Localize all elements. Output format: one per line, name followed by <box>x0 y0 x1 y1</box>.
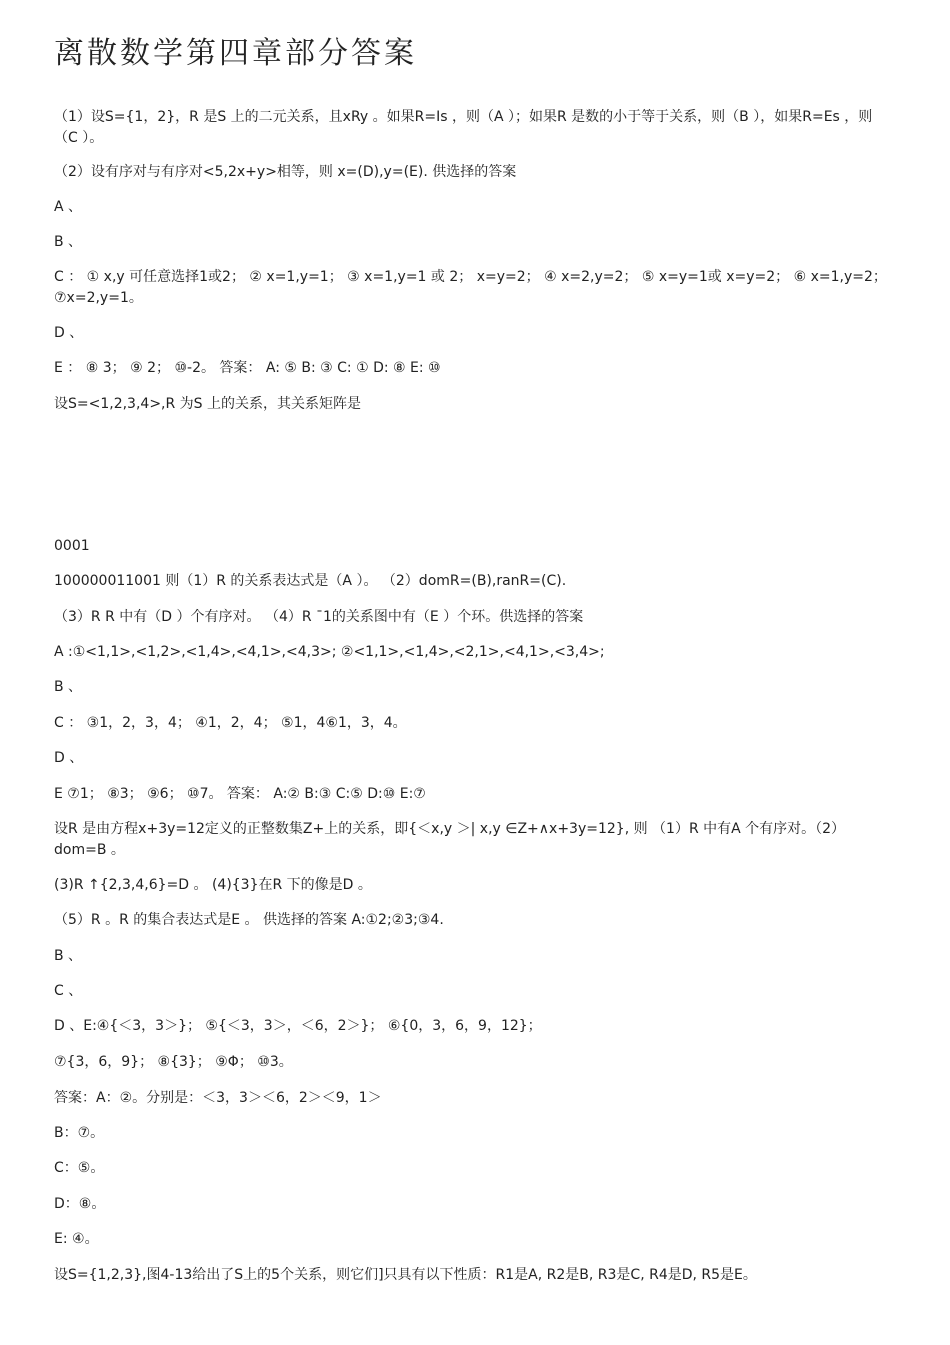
paragraph: E ⑦1； ⑧3； ⑨6； ⑩7。 答案： A:② B:③ C:⑤ D:⑩ E:⑦ <box>54 786 426 802</box>
paragraph: C 、 <box>54 983 83 999</box>
paragraph: C：⑤。 <box>54 1160 105 1176</box>
paragraph: A :①<1,1>,<1,2>,<1,4>,<4,1>,<4,3>; ②<1,1>,<1,4>,<2,1>,<4,1>,<3,4>; <box>54 644 605 660</box>
paragraph: A 、 <box>54 199 83 215</box>
paragraph: (3)R ↑{2,3,4,6}=D 。 (4){3}在R 下的像是D 。 <box>54 877 372 893</box>
paragraph: C ： ① x,y 可任意选择1或2； ② x=1,y=1； ③ x=1,y=1 或 2； x=y=2； ④ x=2,y=2； ⑤ x=y=1或 x=y=2； ⑥ x=1,y=2； ⑦x=2,y=1。 <box>54 269 887 306</box>
paragraph: （3）R R 中有（D ）个有序对。 （4）R ˉ1的关系图中有（E ）个环。供选择的答案 <box>54 609 584 625</box>
paragraph: （2）设有序对与有序对<5,2x+y>相等，则 x=(D),y=(E). 供选择的答案 <box>54 164 517 180</box>
paragraph: B：⑦。 <box>54 1125 105 1141</box>
paragraph: B 、 <box>54 234 83 250</box>
paragraph: D：⑧。 <box>54 1196 106 1212</box>
paragraph: C ： ③1，2，3，4； ④1，2，4； ⑤1，4⑥1，3，4。 <box>54 715 407 731</box>
paragraph: 100000011001 则（1）R 的关系表达式是（A ）。 （2）domR=(B),ranR=(C). <box>54 573 567 589</box>
paragraph: 0001 <box>54 538 90 554</box>
paragraph: 设S=<1,2,3,4>,R 为S 上的关系，其关系矩阵是 <box>54 396 362 412</box>
paragraph: B 、 <box>54 679 83 695</box>
paragraph: E ： ⑧ 3； ⑨ 2； ⑩-2。 答案： A: ⑤ B: ③ C: ① D: ⑧ E: ⑩ <box>54 360 441 376</box>
paragraph: D 、E:④{＜3，3＞}； ⑤{＜3，3＞，＜6，2＞}； ⑥{0，3，6，9，12}； <box>54 1018 542 1034</box>
paragraph: D 、 <box>54 750 84 766</box>
paragraph: D 、 <box>54 325 84 341</box>
paragraph: 设R 是由方程x+3y=12定义的正整数集Z+上的关系，即{＜x,y ＞| x,y ∈Z+∧x+3y=12}, 则 （1）R 中有A 个有序对。（2）dom=B 。 <box>54 821 846 858</box>
paragraph: （1）设S={1，2}，R 是S 上的二元关系，且xRy 。如果R=Is ，则（A ）；如果R 是数的小于等于关系，则（B ），如果R=Es ，则（C ）。 <box>54 109 873 146</box>
paragraph: 设S={1,2,3},图4-13给出了S上的5个关系，则它们]只具有以下性质：R1是A, R2是B, R3是C, R4是D, R5是E。 <box>54 1267 757 1283</box>
paragraph: （5）R 。R 的集合表达式是E 。 供选择的答案 A:①2;②3;③4. <box>54 912 444 928</box>
paragraph: B 、 <box>54 948 83 964</box>
page-title: 离散数学第四章部分答案 <box>54 36 417 71</box>
paragraph: ⑦{3，6，9}； ⑧{3}； ⑨Φ； ⑩3。 <box>54 1054 293 1070</box>
paragraph: 答案：A：②。分别是：＜3，3＞＜6，2＞＜9，1＞ <box>54 1090 382 1106</box>
paragraph: E: ④。 <box>54 1231 99 1247</box>
